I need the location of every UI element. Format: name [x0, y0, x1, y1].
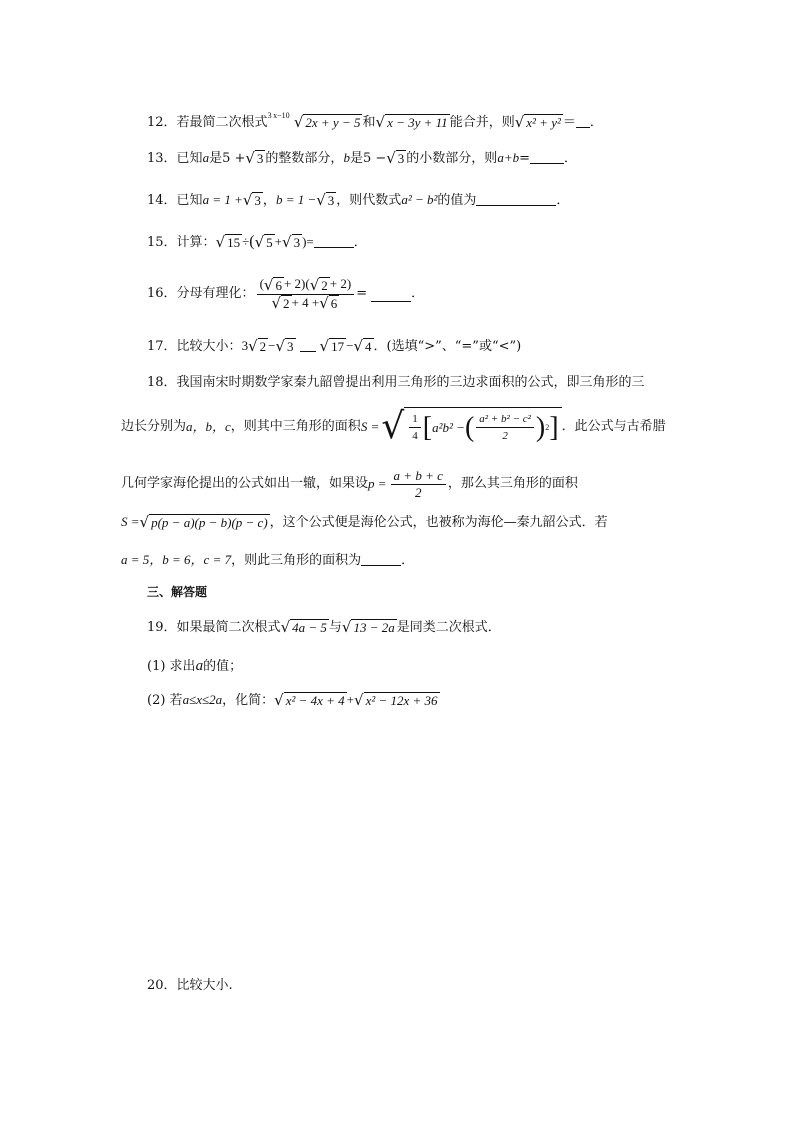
q19-2-text: ，化简：: [222, 693, 275, 708]
question-19-part-2: [147, 690, 440, 711]
q13-text-d: 是5 −: [349, 151, 387, 166]
q17-minus-1: −: [268, 338, 276, 353]
q17-coefficient: 3: [241, 338, 249, 353]
q13-var-b: b: [343, 150, 350, 165]
q14-text-b: ，则代数式: [336, 193, 402, 208]
q19-2-plus: +: [346, 692, 355, 707]
q18-line-3a: 几何学家海伦提出的公式如出一辙，如果设: [121, 476, 369, 491]
q19-1-var: a: [195, 658, 204, 674]
q15-paren-right: )=: [302, 234, 314, 249]
q15-root-1: √ 15: [215, 233, 241, 251]
answer-blank[interactable]: [300, 337, 316, 352]
q13-text-c: 的整数部分，: [265, 151, 344, 166]
q18-line-2b: ，则其中三角形的面积: [230, 419, 361, 434]
q14-expr-a: a = 1 +: [202, 192, 243, 207]
q19-text-a: 如果最简二次根式: [176, 620, 281, 635]
question-12: [147, 106, 603, 133]
question-18-line-5: [121, 550, 414, 571]
q15-divide: ÷: [242, 234, 250, 249]
q12-root-1: √ 2x + y − 5: [293, 113, 361, 131]
q14-sep: ，: [262, 193, 276, 208]
q19-root-2: √ 13 − 2a: [341, 618, 395, 636]
q13-root-1: √ 3: [245, 149, 264, 167]
q18-given: a = 5，b = 6，c = 7: [121, 552, 232, 567]
q12-superscript: 3 x−10: [267, 111, 290, 120]
q15-root-3: √ 3: [282, 233, 301, 251]
q19-2-label: (2) 若: [147, 693, 183, 708]
question-17: [147, 336, 521, 357]
q13-text-b: 是5 +: [209, 151, 246, 166]
q12-root-3: √ x² + y²: [514, 113, 561, 131]
question-20: [147, 976, 233, 996]
q16-numerator: ( √ 6 + 2)( √ 2 + 2): [257, 276, 355, 295]
q18-formula-s: S =: [360, 419, 380, 434]
q18-heron-root: √ p(p − a)(p − b)(p − c): [139, 513, 268, 531]
q16-equals: =: [356, 286, 368, 301]
q14-root-1: √ 3: [242, 191, 261, 209]
answer-blank[interactable]: [314, 233, 354, 248]
question-number: 12．: [147, 115, 177, 130]
q19-2-root-2: √ x² − 12x + 36: [354, 691, 438, 709]
answer-blank[interactable]: [476, 191, 556, 206]
answer-blank[interactable]: [530, 149, 564, 164]
q12-equals: ＝: [562, 115, 576, 130]
q19-1-text: 的值；: [203, 659, 243, 674]
question-number: 19．: [147, 620, 177, 635]
q18-s-equals: S =: [121, 514, 140, 529]
q18-line-2a: 边长分别为: [121, 419, 187, 434]
question-18-line-3: [121, 466, 578, 502]
q19-text-c: 是同类二次根式．: [396, 620, 501, 635]
question-15: [147, 232, 367, 253]
q13-var-a: a: [202, 150, 210, 165]
q12-text-c: 能合并，则: [449, 115, 515, 130]
q19-text-b: 与: [328, 620, 342, 635]
q18-line-4b: ，这个公式便是海伦公式，也被称为海伦—秦九韶公式．若: [269, 515, 608, 530]
q17-hint: ．(选填“>”、“=”或“<”): [373, 339, 522, 354]
q14-text-c: 的值为: [437, 193, 477, 208]
q15-end: ．: [353, 235, 367, 250]
q18-p-fraction: $\frac{a + b + c}{2}$: [391, 468, 446, 501]
q14-expr-c: a² − b²: [401, 192, 438, 207]
q15-root-2: √ 5: [254, 233, 273, 251]
q12-end: ．: [589, 115, 603, 130]
q17-text-a: 比较大小：: [176, 339, 242, 354]
answer-blank[interactable]: [371, 287, 411, 302]
q14-root-2: √ 3: [316, 191, 335, 209]
question-14: [147, 190, 569, 211]
q17-minus-2: −: [346, 338, 354, 353]
question-18-line-2: [121, 404, 666, 450]
q13-equals: =: [519, 151, 530, 166]
question-19: [147, 618, 501, 638]
question-number: 13．: [147, 151, 177, 166]
answer-blank[interactable]: [576, 113, 590, 128]
question-18-line-4: [121, 512, 608, 533]
q20-text: 比较大小.: [176, 978, 233, 993]
q13-root-2: √ 3: [386, 149, 405, 167]
q18-end: ．: [401, 553, 415, 568]
q19-2-condition: a≤x≤2a: [182, 692, 223, 707]
q15-text-a: 计算：: [176, 235, 216, 250]
q12-root-2: √ x − 3y + 11: [375, 113, 448, 131]
q14-end: ．: [556, 193, 570, 208]
q18-line-3b: ，那么其三角形的面积: [447, 476, 578, 491]
question-number: 15．: [147, 235, 177, 250]
question-16: [147, 272, 424, 316]
question-19-part-1: [147, 656, 242, 677]
q12-text: 若最简二次根式: [176, 115, 268, 130]
q16-text-a: 分母有理化：: [176, 286, 255, 301]
question-number: 20．: [147, 978, 177, 993]
q14-text-a: 已知: [176, 193, 203, 208]
q14-expr-b: b = 1 −: [275, 192, 317, 207]
q19-root-1: √ 4a − 5: [280, 618, 327, 636]
q17-root-4: √ 4: [353, 337, 372, 355]
q16-end: ．: [411, 286, 425, 301]
q15-plus: +: [274, 234, 282, 249]
question-number: 17．: [147, 339, 177, 354]
q17-root-1: √ 2: [248, 337, 267, 355]
q16-fraction: [257, 276, 355, 312]
q13-text-a: 已知: [176, 151, 203, 166]
question-number: 14．: [147, 193, 177, 208]
q13-expr: a+b: [497, 150, 520, 165]
answer-blank[interactable]: [361, 551, 401, 566]
q17-root-3: √ 17: [319, 337, 345, 355]
q18-vars: a，b，c: [186, 419, 231, 434]
q12-and: 和: [362, 115, 376, 130]
q13-text-e: 的小数部分，则: [406, 151, 498, 166]
question-number: 16．: [147, 286, 177, 301]
question-number: 18．: [147, 375, 177, 390]
section-heading: 三、解答题: [147, 585, 208, 599]
q17-root-2: √ 3: [275, 337, 294, 355]
q18-line-1: 我国南宋时期数学家秦九韶曾提出利用三角形的三边求面积的公式，即三角形的三: [176, 375, 645, 390]
q15-paren-left: (: [249, 233, 255, 250]
q19-1-label: (1) 求出: [147, 659, 196, 674]
q16-denominator: √ 2 + 4 + √ 6: [271, 294, 338, 313]
question-18-line-1: [147, 373, 645, 393]
q19-2-root-1: √ x² − 4x + 4: [274, 691, 345, 709]
question-13: [147, 148, 577, 169]
q18-p-equals: p =: [368, 476, 387, 491]
q18-qin-formula: √ $\frac{1}{4}$ [ a²b² − ( $\frac{\text{a² + b² − c²}}{2}$ ) 2 ]: [381, 407, 561, 447]
q13-end: ．: [564, 151, 578, 166]
q18-line-5b: ，则此三角形的面积为: [231, 553, 362, 568]
q18-line-2c: ．此公式与古希腊: [561, 419, 666, 434]
